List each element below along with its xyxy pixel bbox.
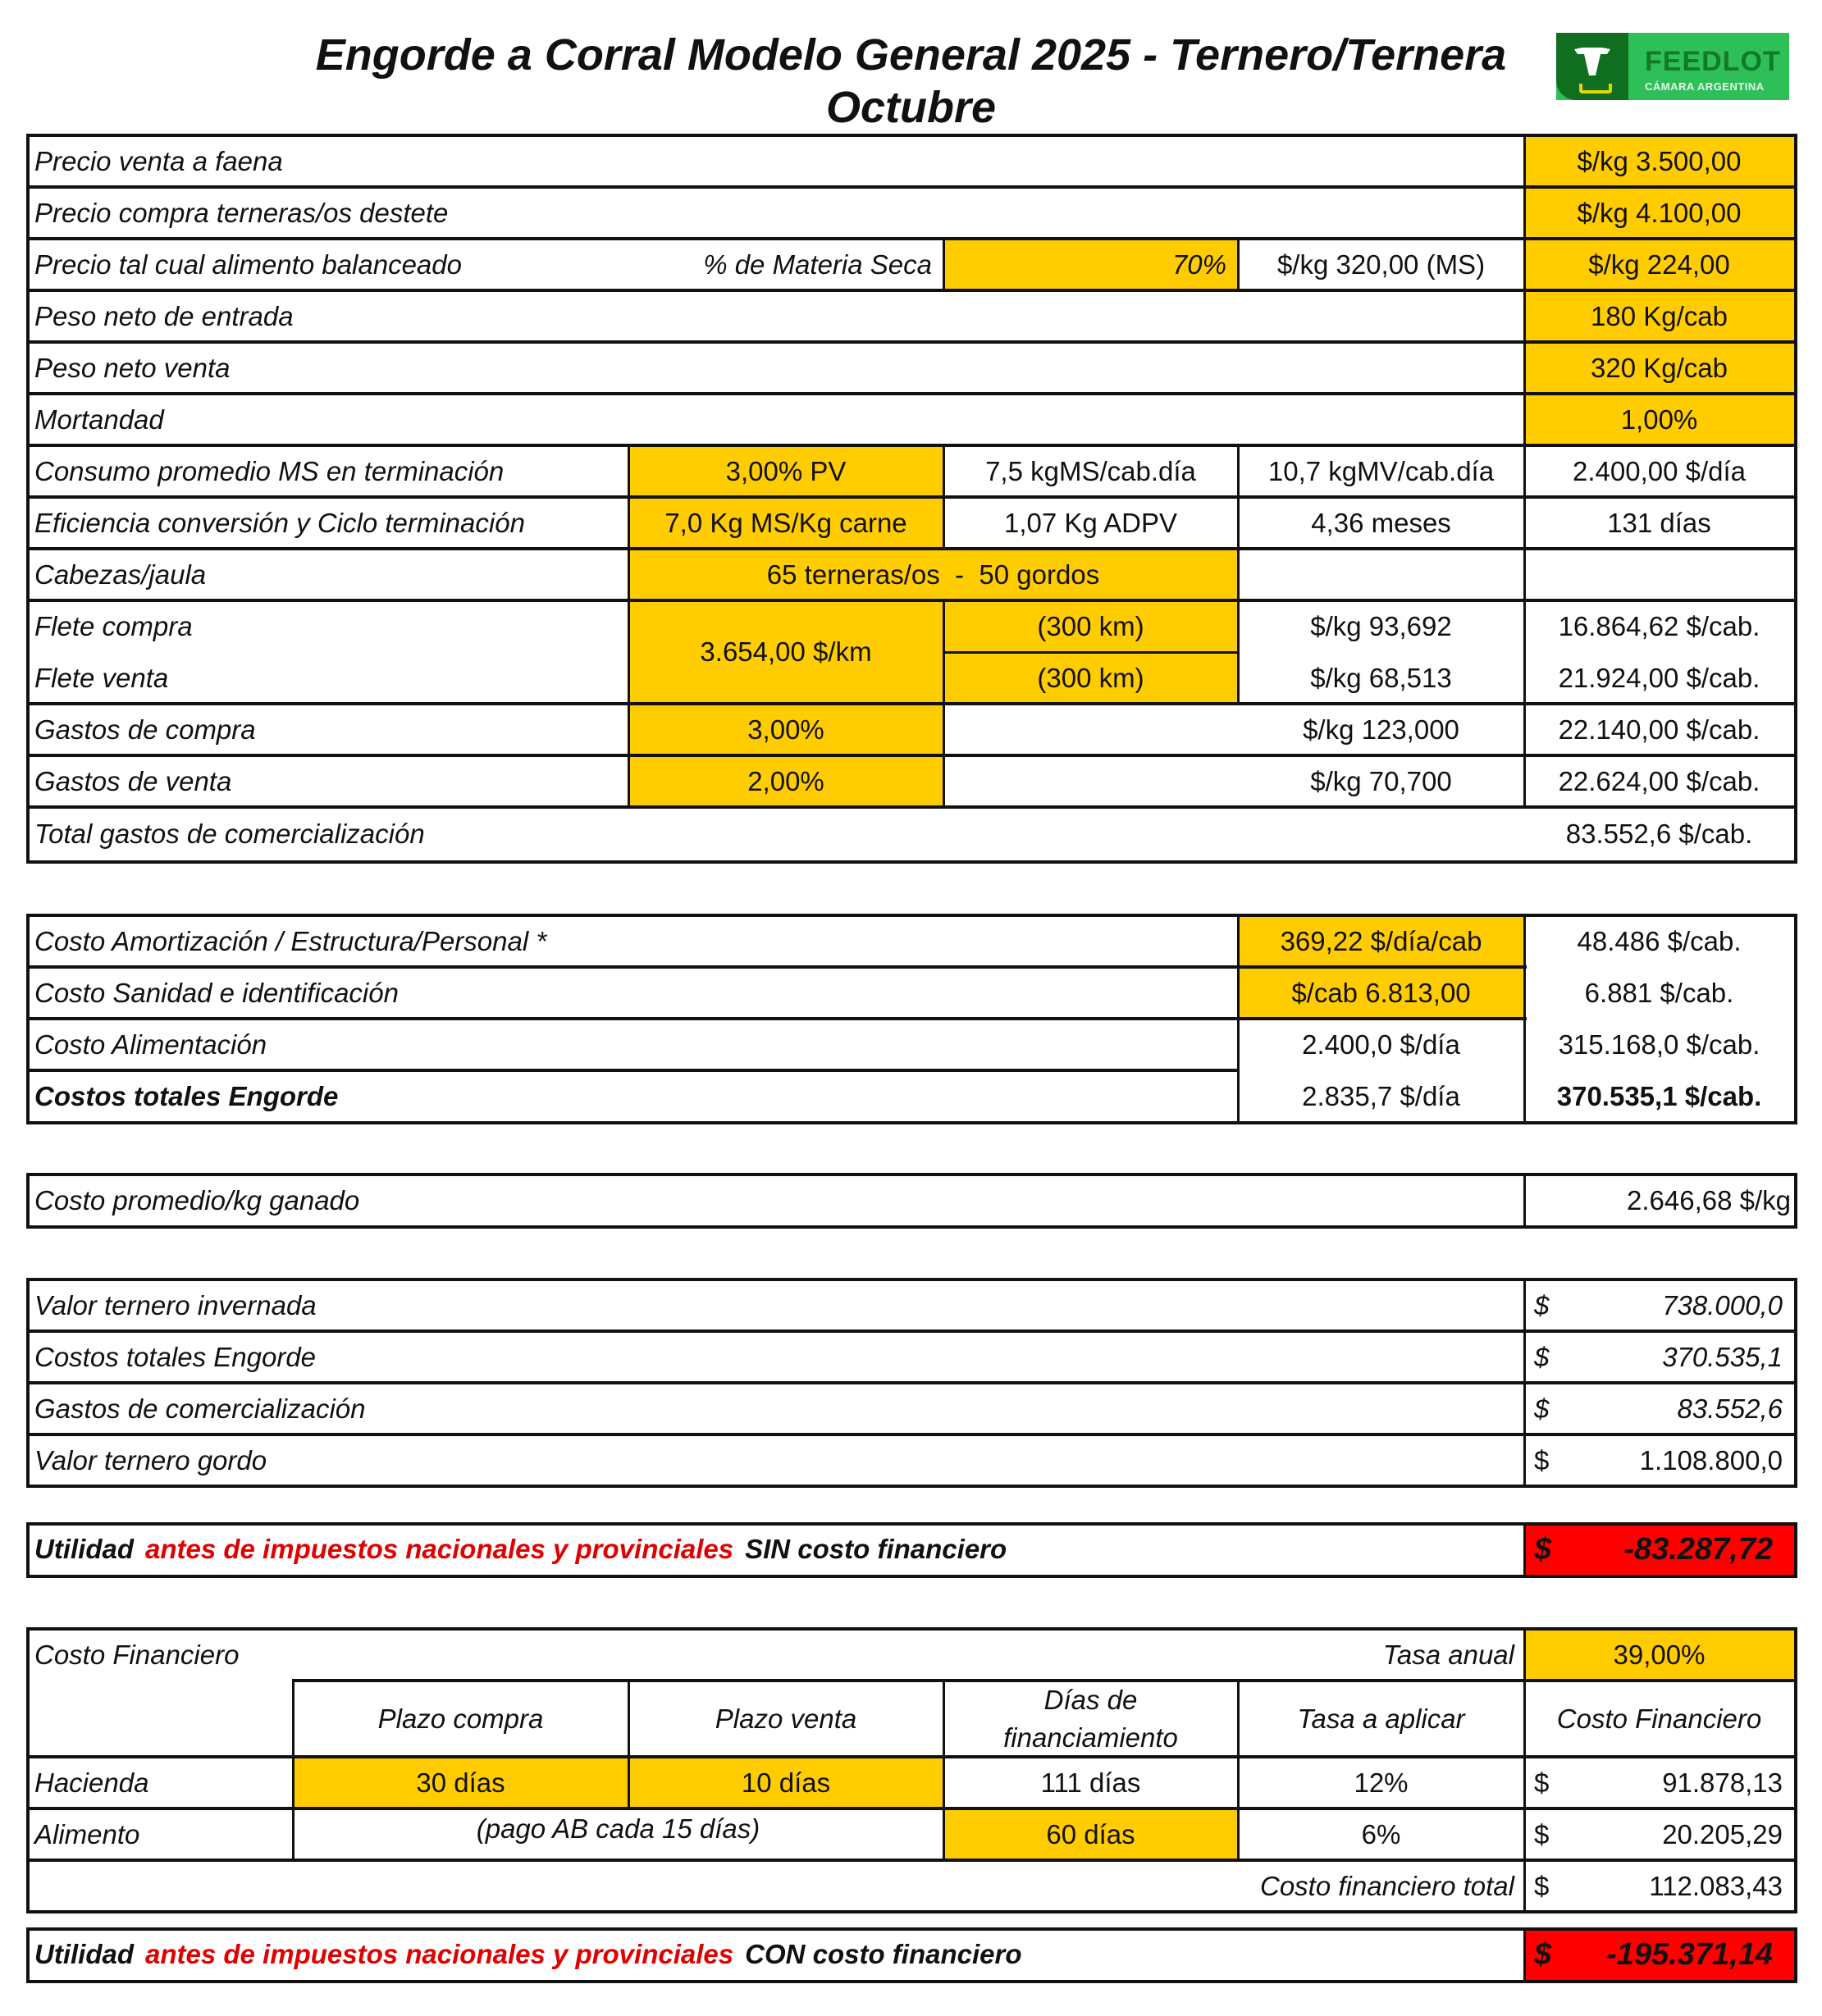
logo-subtitle: CÁMARA ARGENTINA <box>1645 80 1765 93</box>
input-gastos-venta[interactable]: 2,00% <box>628 755 943 807</box>
currency-symbol: $ <box>1534 1393 1550 1424</box>
label-costo-kg: Costo promedio/kg ganado <box>34 1184 360 1216</box>
amount: -83.287,72 <box>1623 1531 1773 1567</box>
value-consumo-cost: 2.400,00 $/día <box>1572 455 1747 486</box>
amount: 1.108.800,0 <box>1639 1444 1783 1476</box>
value-flete-venta-kg: $/kg 68,513 <box>1310 662 1452 693</box>
value-utilidad-con <box>1524 1929 1794 1980</box>
value-costos-totales: 370.535,1 $/cab. <box>1556 1080 1762 1111</box>
label-amortizacion: Costo Amortización / Estructura/Personal * <box>34 925 547 956</box>
amount: 91.878,13 <box>1662 1767 1783 1798</box>
value-sanidad: 6.881 $/cab. <box>1584 977 1734 1008</box>
input-flete-rate[interactable]: 3.654,00 $/km <box>628 600 943 704</box>
label-flete-compra: Flete compra <box>34 610 193 641</box>
label-precio-alimento: Precio tal cual alimento balanceado <box>34 249 462 280</box>
value-alimentacion-daily: 2.400,0 $/día <box>1302 1029 1460 1060</box>
label-flete-venta: Flete venta <box>34 662 169 693</box>
value-flete-venta-cab: 21.924,00 $/cab. <box>1558 662 1760 693</box>
steer-head-icon <box>1574 46 1610 79</box>
label-total-comercializacion: Total gastos de comercialización <box>34 819 425 849</box>
label-cabezas: Cabezas/jaula <box>34 559 207 590</box>
label-peso-entrada: Peso neto de entrada <box>34 300 294 331</box>
page-subtitle-month: Octubre <box>825 83 997 132</box>
input-amortizacion[interactable]: 369,22 $/día/cab <box>1238 915 1524 967</box>
amount: 738.000,0 <box>1662 1289 1783 1320</box>
value-valor-gordo <box>1524 1434 1794 1486</box>
currency-symbol: $ <box>1534 1767 1550 1798</box>
value-costo-kg: 2.646,68 $/kg <box>1627 1184 1791 1216</box>
input-flete-compra-km[interactable]: (300 km) <box>943 600 1238 652</box>
label-costos-totales: Costos totales Engorde <box>34 1080 339 1111</box>
header-costo-financiero: Costo Financiero <box>1556 1703 1762 1734</box>
label-materia-seca: % de Materia Seca <box>703 249 932 280</box>
value-costo-financiero-total <box>1524 1860 1794 1912</box>
label-mortandad: Mortandad <box>34 404 164 435</box>
label-gastos-venta: Gastos de venta <box>34 765 232 796</box>
value-dias: 131 días <box>1607 507 1711 538</box>
currency-symbol: $ <box>1534 1444 1550 1476</box>
amount: 20.205,29 <box>1662 1818 1783 1850</box>
input-tasa-anual[interactable]: 39,00% <box>1524 1629 1794 1681</box>
label-peso-venta: Peso neto venta <box>34 352 231 383</box>
currency-symbol: $ <box>1534 1870 1550 1901</box>
value-costos-totales-daily: 2.835,7 $/día <box>1302 1080 1460 1111</box>
input-precio-venta[interactable]: $/kg 3.500,00 <box>1524 135 1794 187</box>
input-materia-seca[interactable]: 70% <box>943 239 1238 290</box>
input-peso-entrada[interactable]: 180 Kg/cab <box>1524 290 1794 342</box>
utilidad-red-text: antes de impuestos nacionales y provinciales <box>145 1939 734 1969</box>
input-sanidad[interactable]: $/cab 6.813,00 <box>1238 967 1524 1019</box>
label-gastos-compra: Gastos de compra <box>34 714 256 745</box>
label-precio-compra: Precio compra terneras/os destete <box>34 197 449 228</box>
header-dias-financiamiento: Días de financiamiento <box>1003 1684 1178 1753</box>
amount: 83.552,6 <box>1677 1393 1783 1424</box>
value-hacienda-costo <box>1524 1757 1794 1808</box>
input-peso-venta[interactable]: 320 Kg/cab <box>1524 342 1794 394</box>
header-plazo-compra: Plazo compra <box>377 1703 544 1734</box>
input-precio-alimento[interactable]: $/kg 224,00 <box>1524 239 1794 290</box>
value-gastos-venta-cab: 22.624,00 $/cab. <box>1558 765 1760 796</box>
utilidad-word: Utilidad <box>34 1939 134 1969</box>
currency-symbol: $ <box>1534 1818 1550 1850</box>
label-costo-financiero-total: Costo financiero total <box>1259 1870 1514 1901</box>
label-sanidad: Costo Sanidad e identificación <box>34 977 399 1008</box>
label-costo-financiero: Costo Financiero <box>34 1639 240 1670</box>
header-tasa-aplicar: Tasa a aplicar <box>1297 1703 1465 1734</box>
value-gastos-compra-cab: 22.140,00 $/cab. <box>1558 714 1760 745</box>
value-hacienda-dias: 111 días <box>1040 1767 1141 1798</box>
label-precio-venta: Precio venta a faena <box>34 145 283 176</box>
amount: 370.535,1 <box>1662 1341 1783 1372</box>
value-hacienda-tasa: 12% <box>1354 1767 1409 1798</box>
currency-symbol: $ <box>1534 1531 1552 1567</box>
value-flete-compra-cab: 16.864,62 $/cab. <box>1558 610 1760 641</box>
label-valor-gordo: Valor ternero gordo <box>34 1444 267 1476</box>
page-title: Engorde a Corral Modelo General 2025 - Ternero/Ternera <box>315 30 1507 80</box>
currency-symbol: $ <box>1534 1936 1552 1972</box>
value-consumo-mv: 10,7 kgMV/cab.día <box>1267 455 1495 486</box>
utilidad-suffix: SIN costo financiero <box>745 1534 1007 1564</box>
label-consumo: Consumo promedio MS en terminación <box>34 455 505 486</box>
value-total-comercializacion: 83.552,6 $/cab. <box>1565 819 1753 849</box>
label-valor-invernada: Valor ternero invernada <box>34 1289 317 1320</box>
label-alimentacion: Costo Alimentación <box>34 1029 267 1060</box>
label-alimento: Alimento <box>34 1818 140 1850</box>
value-amortizacion: 48.486 $/cab. <box>1577 925 1742 956</box>
label-costos-totales-resumen: Costos totales Engorde <box>34 1341 317 1372</box>
value-meses: 4,36 meses <box>1311 507 1451 538</box>
value-precio-ms: $/kg 320,00 (MS) <box>1276 249 1486 280</box>
utilidad-red-text: antes de impuestos nacionales y provinciales <box>145 1534 734 1564</box>
input-mortandad[interactable]: 1,00% <box>1524 394 1794 445</box>
feedlot-logo <box>1556 33 1789 100</box>
value-alimento-tasa: 6% <box>1361 1818 1401 1850</box>
note-pago-alimento: (pago AB cada 15 días) <box>476 1813 760 1844</box>
amount: 112.083,43 <box>1649 1870 1783 1901</box>
value-utilidad-sin <box>1524 1524 1794 1575</box>
label-tasa-anual: Tasa anual <box>1382 1639 1514 1670</box>
currency-symbol: $ <box>1534 1341 1550 1372</box>
input-flete-venta-km[interactable]: (300 km) <box>943 652 1238 704</box>
amount: -195.371,14 <box>1606 1936 1773 1972</box>
value-gastos-venta-kg: $/kg 70,700 <box>1310 765 1452 796</box>
input-precio-compra[interactable]: $/kg 4.100,00 <box>1524 187 1794 239</box>
value-alimentacion: 315.168,0 $/cab. <box>1558 1029 1760 1060</box>
value-alimento-costo <box>1524 1808 1794 1860</box>
input-gastos-compra[interactable]: 3,00% <box>628 704 943 755</box>
header-plazo-venta: Plazo venta <box>715 1703 857 1734</box>
input-cabezas[interactable]: 65 terneras/os - 50 gordos <box>628 549 1238 600</box>
logo-brand: FEEDLOT <box>1645 46 1781 77</box>
label-hacienda: Hacienda <box>34 1767 149 1798</box>
input-alimento-dias[interactable]: 60 días <box>943 1808 1238 1860</box>
utilidad-suffix: CON costo financiero <box>745 1939 1022 1969</box>
value-consumo-ms: 7,5 kgMS/cab.día <box>985 455 1196 486</box>
input-consumo-pct[interactable]: 3,00% PV <box>628 445 943 497</box>
value-costos-totales-resumen <box>1524 1331 1794 1383</box>
value-valor-invernada <box>1524 1279 1794 1331</box>
value-gastos-comercializacion-resumen <box>1524 1383 1794 1434</box>
input-eficiencia-conv[interactable]: 7,0 Kg MS/Kg carne <box>628 497 943 549</box>
label-gastos-comercializacion-resumen: Gastos de comercialización <box>34 1393 366 1424</box>
utilidad-word: Utilidad <box>34 1534 134 1564</box>
input-plazo-compra[interactable]: 30 días <box>293 1757 628 1808</box>
value-gastos-compra-kg: $/kg 123,000 <box>1303 714 1459 745</box>
value-adpv: 1,07 Kg ADPV <box>1004 507 1177 538</box>
input-plazo-venta[interactable]: 10 días <box>628 1757 943 1808</box>
value-flete-compra-kg: $/kg 93,692 <box>1310 610 1452 641</box>
trough-icon <box>1579 84 1612 94</box>
label-eficiencia: Eficiencia conversión y Ciclo terminación <box>34 507 525 538</box>
currency-symbol: $ <box>1534 1289 1550 1320</box>
